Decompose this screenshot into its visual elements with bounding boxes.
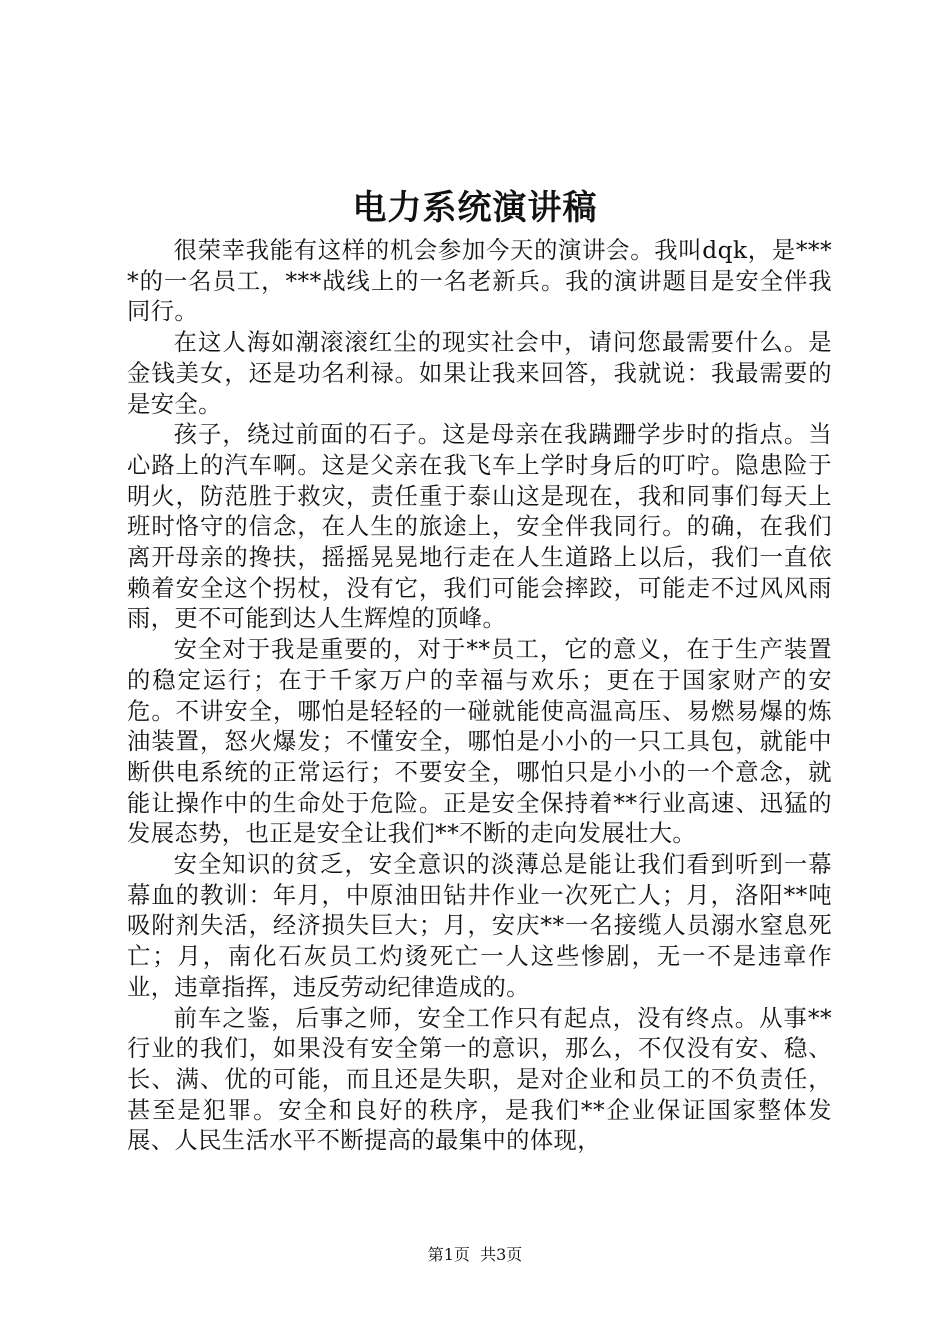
paragraph-6: 前车之鉴，后事之师，安全工作只有起点，没有终点。从事**行业的我们，如果没有安全第一的意识，那么，不仅没有安、稳、长、满、优的可能，而且还是失职，是对企业和员工的不负责任，甚至是犯罪。安全和良好的秩序，是我们**企业保证国家整体发展、人民生活水平不断提高的最集中的体现， — [127, 1004, 832, 1155]
paragraph-3: 孩子，绕过前面的石子。这是母亲在我蹒跚学步时的指点。当心路上的汽车啊。这是父亲在我飞车上学时身后的叮咛。隐患险于明火，防范胜于救灾，责任重于泰山这是现在，我和同事们每天上班时恪守的信念，在人生的旅途上，安全伴我同行。的确，在我们离开母亲的搀扶，摇摇晃晃地行走在人生道路上以后，我们一直依赖着安全这个拐杖，没有它，我们可能会摔跤，可能走不过风风雨雨，更不可能到达人生辉煌的顶峰。 — [127, 421, 832, 633]
page-title: 电力系统演讲稿 — [352, 188, 598, 228]
paragraph-4: 安全对于我是重要的，对于**员工，它的意义，在于生产装置的稳定运行；在于千家万户的幸福与欢乐；更在于国家财产的安危。不讲安全，哪怕是轻轻的一碰就能使高温高压、易燃易爆的炼油装置，怒火爆发；不懂安全，哪怕是小小的一只工具包，就能中断供电系统的正常运行；不要安全，哪怕只是小小的一个意念，就能让操作中的生命处于危险。正是安全保持着**行业高速、迅猛的发展态势，也正是安全让我们**不断的走向发展壮大。 — [127, 636, 832, 848]
page-number: 第1页 — [427, 1245, 470, 1264]
paragraph-5: 安全知识的贫乏，安全意识的淡薄总是能让我们看到听到一幕幕血的教训：年月，中原油田钻井作业一次死亡人；月，洛阳**吨吸附剂失活，经济损失巨大；月，安庆**一名接缆人员溺水窒息死亡；月，南化石灰员工灼烫死亡一人这些惨剧，无一不是违章作业，违章指挥，违反劳动纪律造成的。 — [127, 851, 832, 1001]
footer-spacer — [470, 1245, 480, 1264]
document-body — [127, 236, 832, 1157]
page-footer — [0, 1244, 950, 1266]
page-total: 共3页 — [480, 1245, 523, 1264]
paragraph-1: 很荣幸我能有这样的机会参加今天的演讲会。我叫dqk，是****的一名员工，***战线上的一名老新兵。我的演讲题目是安全伴我同行。 — [127, 237, 832, 326]
paragraph-2: 在这人海如潮滚滚红尘的现实社会中，请问您最需要什么。是金钱美女，还是功名利禄。如果让我来回答，我就说：我最需要的是安全。 — [127, 329, 832, 418]
